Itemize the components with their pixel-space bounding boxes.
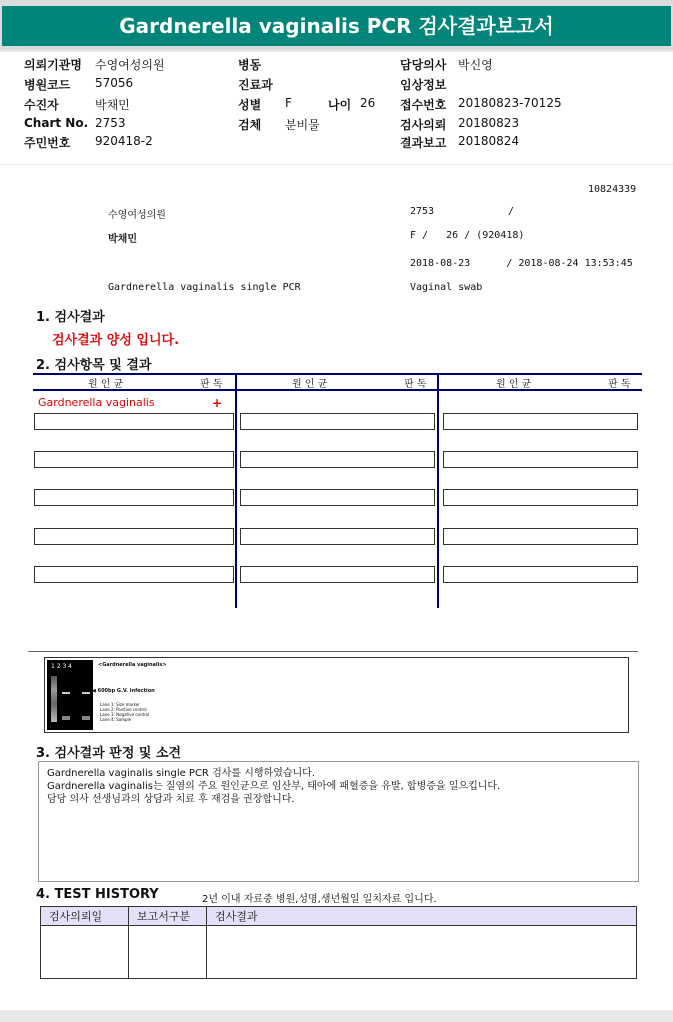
- slip-name: 박채민: [108, 234, 137, 245]
- slip-number: 10824339: [588, 184, 637, 195]
- opinion-line: Gardnerella vaginalis는 질염의 주요 원인균으로 임산부, 태아에 패혈증을 유발, 합병증을 일으킵니다.: [47, 781, 501, 792]
- specimen-value: 분비물: [285, 118, 320, 132]
- table-header-line: [33, 389, 642, 391]
- history-col-report-type: 보고서구분: [129, 907, 207, 926]
- sex-label: 성별: [238, 98, 262, 112]
- result-cell: [240, 451, 435, 468]
- history-row: [41, 926, 637, 979]
- slip-demographics: F / 26 / (920418): [410, 230, 525, 241]
- result-cell: [34, 566, 234, 583]
- gel-legend: [100, 702, 149, 722]
- hospital-name-value: 수영여성의원: [95, 58, 165, 72]
- doctor-value: 박신영: [458, 58, 493, 72]
- slip-test: Gardnerella vaginalis single PCR: [108, 282, 301, 293]
- col2-judgment: 판 독: [404, 379, 427, 390]
- table-top-line: [33, 373, 642, 375]
- section2-heading: 2. 검사항목 및 결과: [36, 358, 152, 373]
- report-title: Gardnerella vaginalis PCR 검사결과보고서: [2, 6, 671, 46]
- gel-legend-item: Lane 4: Sample: [100, 717, 132, 722]
- request-date-label: 검사의뢰: [400, 118, 447, 132]
- result-cell: [443, 413, 638, 430]
- section1-heading: 1. 검사결과: [36, 310, 105, 325]
- clinical-info-label: 임상정보: [400, 78, 447, 92]
- gel-separator: [28, 651, 638, 652]
- history-col-request-date: 검사의뢰일: [41, 907, 129, 926]
- col1-judgment: 판 독: [200, 379, 223, 390]
- gel-ladder: [51, 676, 57, 722]
- opinion-line: Gardnerella vaginalis single PCR 검사를 시행하였습니다.: [47, 768, 316, 779]
- chart-no-label: Chart No.: [24, 116, 89, 130]
- gel-legend-item: Lane 2: Positive control: [100, 707, 147, 712]
- age-value: 26: [360, 96, 376, 110]
- gel-band: [82, 692, 90, 694]
- result-cell: [34, 489, 234, 506]
- history-cell: [41, 926, 129, 979]
- result-cell: [34, 528, 234, 545]
- slip-slash: /: [508, 206, 515, 217]
- header-info: [0, 52, 673, 164]
- history-header-row: [41, 907, 637, 926]
- slip-clinic: 수영여성의원: [108, 210, 166, 221]
- slip-chart: 2753: [410, 206, 435, 217]
- section4-heading: 4. TEST HISTORY: [36, 887, 159, 902]
- col2-pathogen: 원 인 균: [292, 379, 328, 390]
- resident-no-label: 주민번호: [24, 136, 71, 150]
- hospital-name-label: 의뢰기관명: [24, 58, 82, 72]
- gel-legend-item: Lane 1: Size marker: [100, 702, 140, 707]
- sex-value: F: [285, 96, 292, 110]
- report-paper: [0, 165, 673, 1010]
- patient-value: 박채민: [95, 98, 130, 112]
- age-label: 나이: [328, 98, 352, 112]
- item-judgment: +: [212, 396, 223, 410]
- gel-caption-title: <Gardnerella vaginalis>: [98, 662, 167, 668]
- receipt-no-value: 20180823-70125: [458, 96, 562, 110]
- history-cell: [207, 926, 637, 979]
- result-cell: [240, 489, 435, 506]
- col3-pathogen: 원 인 균: [496, 379, 532, 390]
- result-cell: [240, 566, 435, 583]
- doctor-label: 담당의사: [400, 58, 447, 72]
- report-date-value: 20180824: [458, 134, 520, 148]
- chart-no-value: 2753: [95, 116, 126, 130]
- gel-legend-item: Lane 3: Negative control: [100, 712, 150, 717]
- result-positive: 검사결과 양성 입니다.: [52, 333, 180, 348]
- dept-label: 진료과: [238, 78, 273, 92]
- section3-heading: 3. 검사결과 판정 및 소견: [36, 746, 182, 761]
- opinion-box: [38, 761, 639, 882]
- patient-label: 수진자: [24, 98, 59, 112]
- item-pathogen-name: Gardnerella vaginalis: [38, 396, 155, 409]
- table-divider-2: [437, 373, 439, 608]
- hospital-code-value: 57056: [95, 76, 134, 90]
- gel-band: [82, 716, 90, 720]
- result-cell: [443, 489, 638, 506]
- specimen-label: 검체: [238, 118, 262, 132]
- opinion-line: 담당 의사 선생님과의 상담과 치료 후 재검을 권장합니다.: [47, 794, 295, 805]
- gel-image: [47, 660, 93, 730]
- result-cell: [34, 451, 234, 468]
- gel-band: [62, 716, 70, 720]
- result-cell: [443, 528, 638, 545]
- result-cell: [240, 528, 435, 545]
- history-col-result: 검사결과: [207, 907, 637, 926]
- history-table: [40, 906, 637, 979]
- history-note: 2년 이내 자료중 병원,성명,생년월일 일치자료 입니다.: [202, 894, 437, 905]
- ward-label: 병동: [238, 58, 262, 72]
- result-cell: [34, 413, 234, 430]
- gel-box: [44, 657, 629, 733]
- report-date-label: 결과보고: [400, 136, 447, 150]
- col1-pathogen: 원 인 균: [88, 379, 124, 390]
- result-cell: [443, 566, 638, 583]
- gel-band-label: ◀ 600bp G.V. infection: [92, 688, 155, 694]
- result-cell: [443, 451, 638, 468]
- gel-lane-numbers: 1 2 3 4: [51, 663, 72, 670]
- history-cell: [129, 926, 207, 979]
- request-date-value: 20180823: [458, 116, 520, 130]
- slip-dates: 2018-08-23 / 2018-08-24 13:53:45: [410, 258, 633, 269]
- hospital-code-label: 병원코드: [24, 78, 71, 92]
- slip-specimen: Vaginal swab: [410, 282, 483, 293]
- receipt-no-label: 접수번호: [400, 98, 447, 112]
- col3-judgment: 판 독: [608, 379, 631, 390]
- gel-band: [62, 692, 70, 694]
- result-cell: [240, 413, 435, 430]
- resident-no-value: 920418-2: [95, 134, 153, 148]
- table-divider-1: [235, 373, 237, 608]
